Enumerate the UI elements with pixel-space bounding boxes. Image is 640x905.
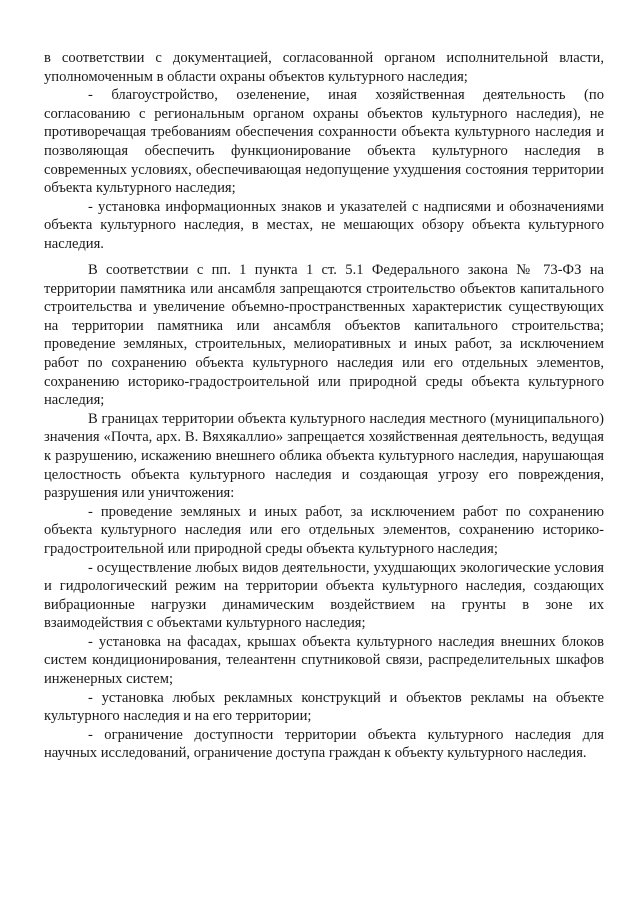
allowed-activities-section	[44, 49, 604, 254]
paragraph-boundaries: В границах территории объекта культурного наследия местного (муниципального) значения «Почта, арх. В. Вяхякаллио» запрещается хозяйственная деятельность, ведущая к разрушению, искажению внешнего облика объекта культурного наследия, нарушающая целостность объекта культурного наследия и создающая угрозу его повреждения, разрушения или уничтожения:	[44, 410, 604, 502]
list-item-advertising: - установка любых рекламных конструкций и объектов рекламы на объекте культурного наследия и на его территории;	[44, 689, 604, 725]
prohibitions-section	[44, 261, 604, 763]
paragraph-documentation: в соответствии с документацией, согласованной органом исполнительной власти, уполномоченным в области охраны объектов культурного наследия;	[44, 50, 604, 85]
paragraph-landscaping: - благоустройство, озеленение, иная хозяйственная деятельность (по согласованию с региональным органом охраны объектов культурного наследия), не противоречащая требованиям обеспечения сохранности объекта культурного наследия и позволяющая обеспечить функционирование объекта культурного наследия в современных условиях, обеспечивающая недопущение ухудшения состояния территории объекта культурного наследия;	[44, 87, 604, 197]
list-item-earthworks: - проведение земляных и иных работ, за исключением работ по сохранению объекта культурного наследия или его отдельных элементов, сохранению историко-градостроительной или природной среды объекта культурного наследия;	[44, 503, 604, 557]
list-item-ecology: - осуществление любых видов деятельности, ухудшающих экологические условия и гидрологический режим на территории объекта культурного наследия, создающих вибрационные нагрузки динамическим воздействием на грунты в зоне их взаимодействия с объектами культурного наследия;	[44, 559, 604, 632]
paragraph-info-signs: - установка информационных знаков и указателей с надписями и обозначениями объекта культурного наследия, в местах, не мешающих обзору объекта культурного наследия.	[44, 198, 604, 252]
list-item-access-restriction: - ограничение доступности территории объекта культурного наследия для научных исследований, ограничение доступа граждан к объекту культурного наследия.	[44, 726, 604, 762]
list-item-facade-equipment: - установка на фасадах, крышах объекта культурного наследия внешних блоков систем кондиционирования, телеантенн спутниковой связи, распределительных шкафов инженерных систем;	[44, 633, 604, 688]
paragraph-federal-law: В соответствии с пп. 1 пункта 1 ст. 5.1 Федерального закона № 73-ФЗ на территории памятника или ансамбля запрещаются строительство объектов капитального строительства и увеличение объемно-пространственных характеристик существующих на территории памятника или ансамбля объектов капитального строительства; проведение земляных, строительных, мелиоративных и иных работ, за исключением работ по сохранению объекта культурного наследия или его отдельных элементов, сохранению историко-градостроительной или природной среды объекта культурного наследия;	[44, 262, 604, 409]
